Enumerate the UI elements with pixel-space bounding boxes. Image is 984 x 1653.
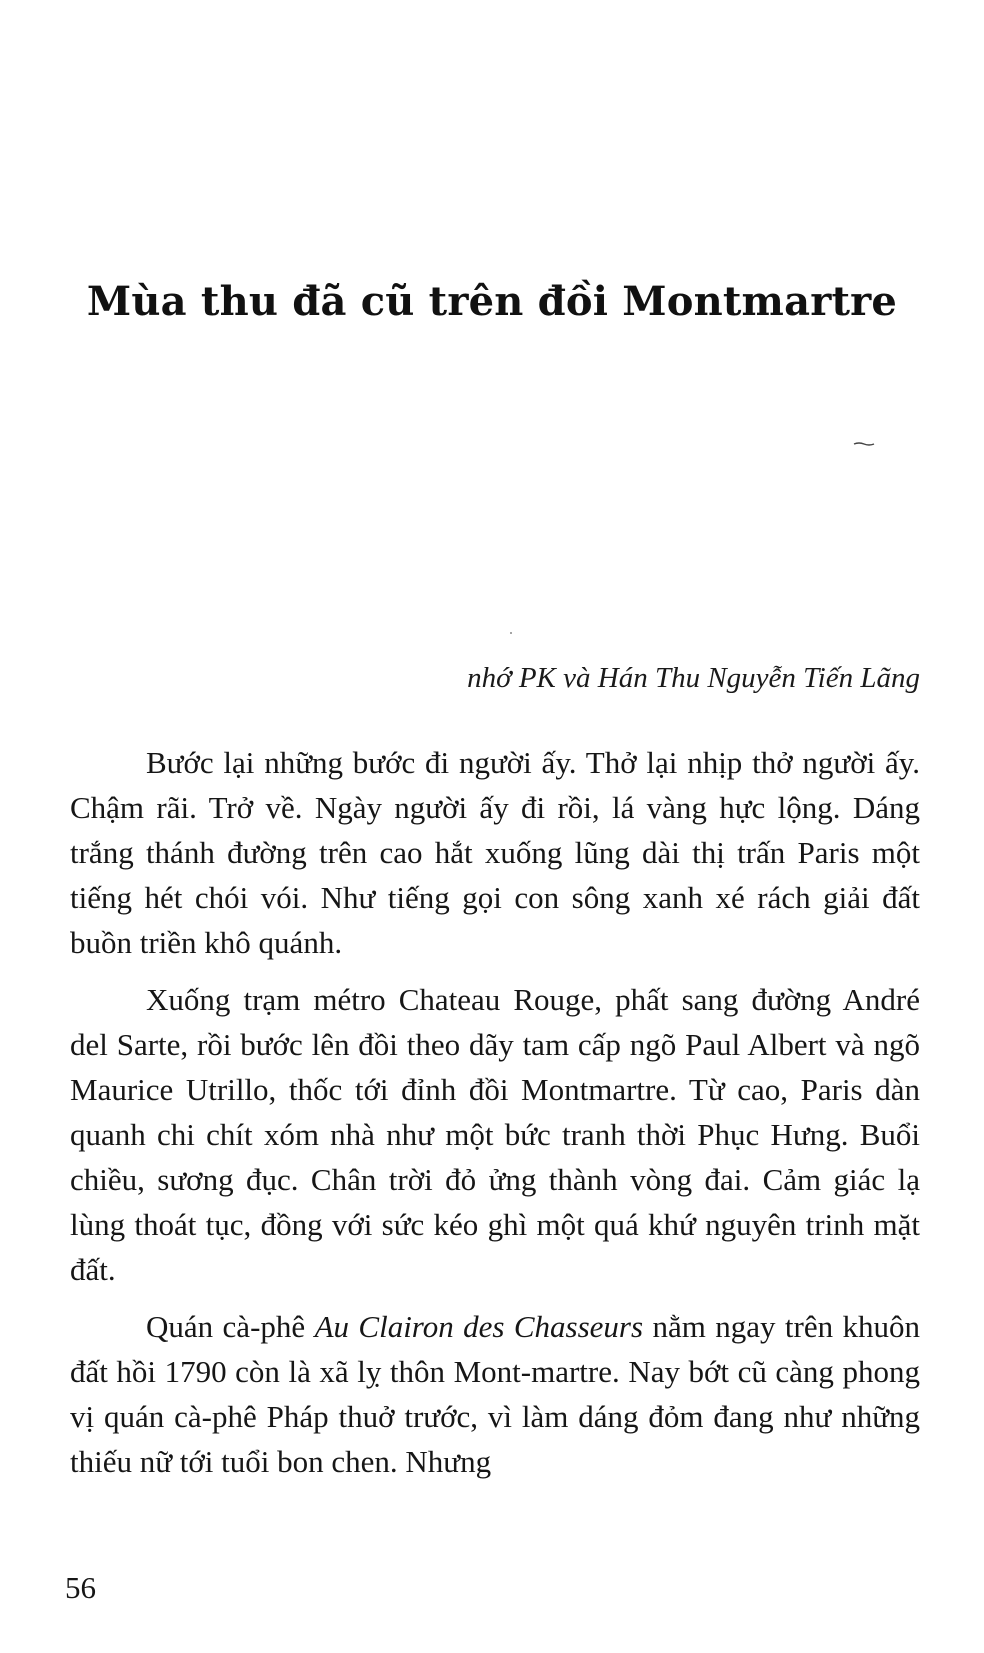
cafe-name: Au Clairon des Chasseurs: [314, 1309, 644, 1344]
paragraph: Xuống trạm métro Chateau Rouge, phất sang đường André del Sarte, rồi bước lên đồi theo dãy tam cấp ngõ Paul Albert và ngõ Maurice Utrillo, thốc tới đỉnh đồi Montmartre. Từ cao, Paris dàn quanh chi chít xóm nhà như một bức tranh thời Phục Hưng. Buổi chiều, sương đục. Chân trời đỏ ửng thành vòng đai. Cảm giác lạ lùng thoát tục, đồng với sức kéo ghì một quá khứ nguyên trinh mặt đất.: [70, 982, 920, 1287]
page-number: 56: [65, 1570, 96, 1605]
dedication: nhớ PK và Hán Thu Nguyễn Tiến Lãng: [467, 662, 920, 694]
body-text: [70, 740, 920, 1496]
ornament-mark: [853, 441, 875, 447]
paragraph-text: nằm ngay trên khuôn đất hồi 1790 còn là xã lỵ thôn Mont-martre. Nay bớt cũ càng phong vị quán cà-phê Pháp thuở trước, vì làm dáng đỏm đang như những thiếu nữ tới tuổi bon chen. Nhưng: [70, 1309, 920, 1479]
chapter-title: Mùa thu đã cũ trên đồi Montmartre: [86, 278, 898, 325]
paragraph: [70, 1304, 920, 1484]
paragraph-text: Quán cà-phê: [146, 1309, 315, 1344]
paragraph: Bước lại những bước đi người ấy. Thở lại nhịp thở người ấy. Chậm rãi. Trở về. Ngày người ấy đi rồi, lá vàng hực lộng. Dáng trắng thánh đường trên cao hắt xuống lũng dài thị trấn Paris một tiếng hét chói vói. Như tiếng gọi con sông xanh xé rách giải đất buồn triền khô quánh.: [70, 745, 920, 960]
speck: [510, 632, 512, 634]
